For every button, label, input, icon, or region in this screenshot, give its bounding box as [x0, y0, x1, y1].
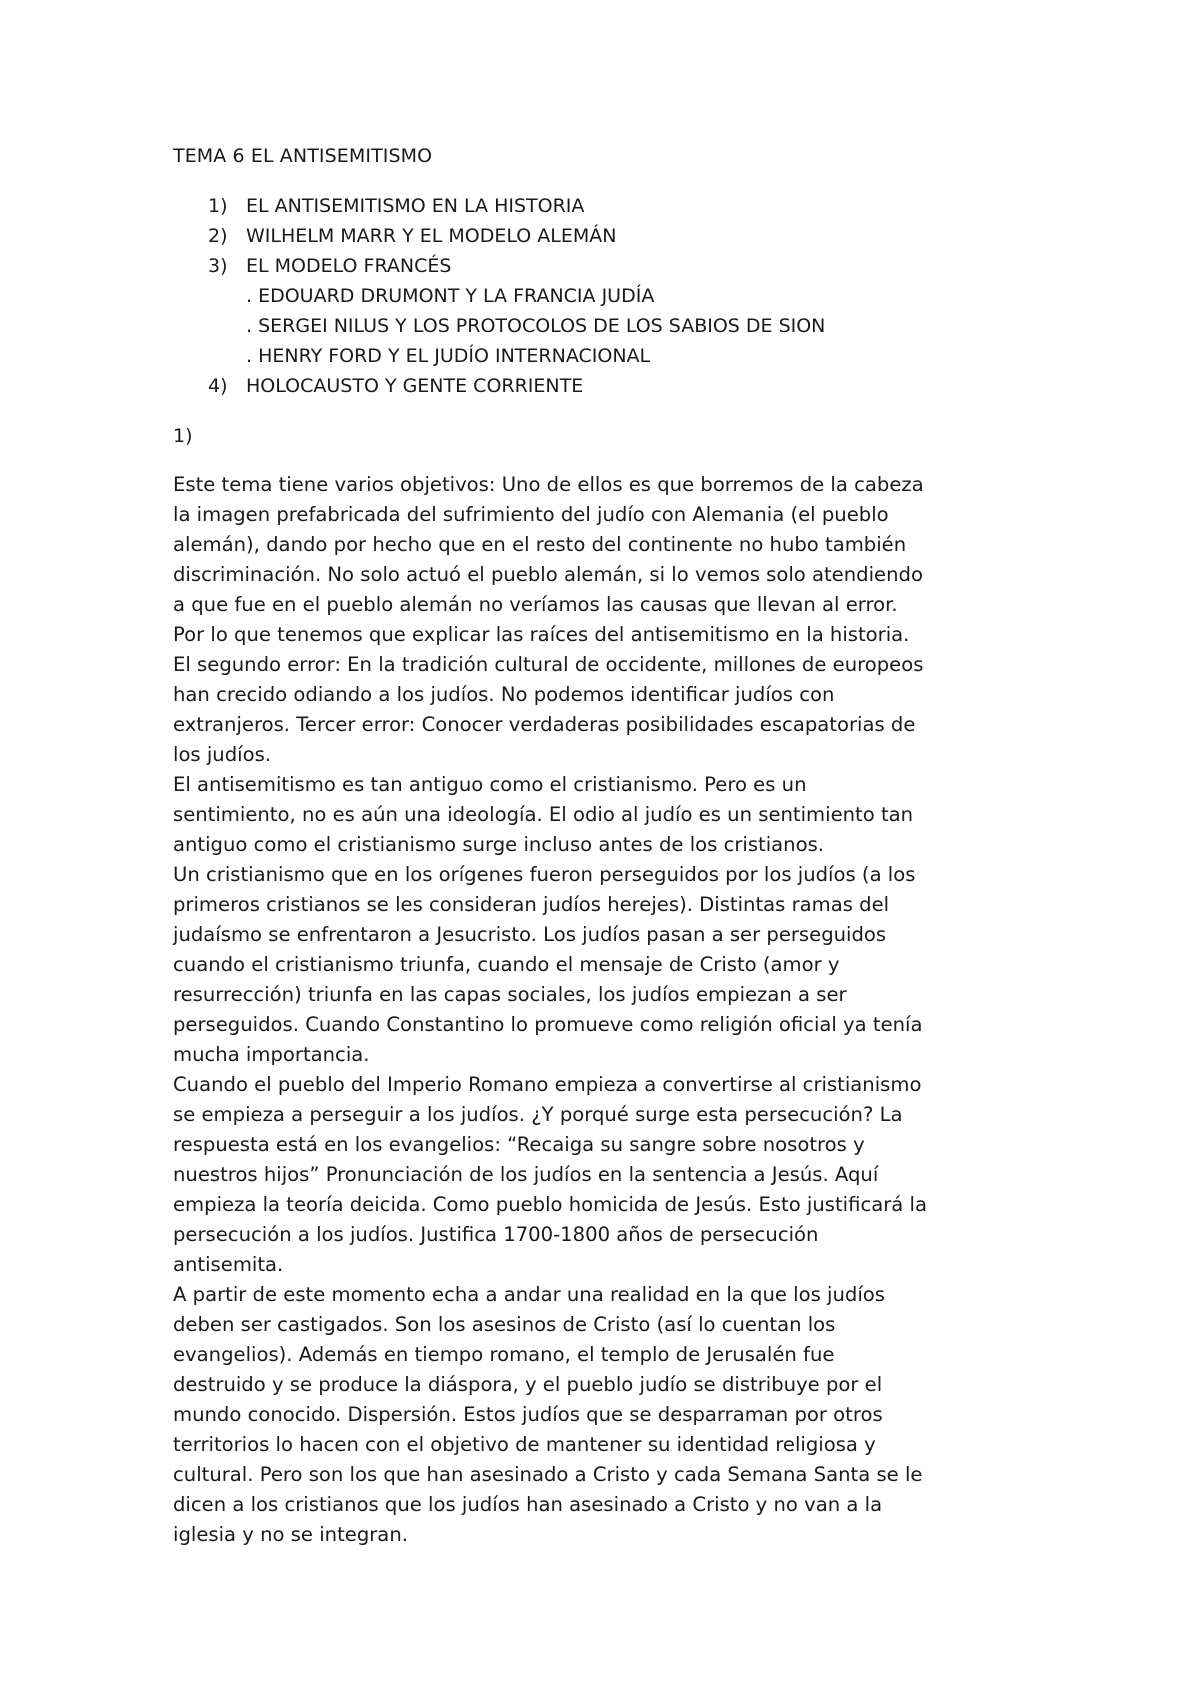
- body-line: dicen a los cristianos que los judíos han asesinado a Cristo y no van a la: [173, 1493, 883, 1516]
- toc-subitem: [208, 311, 825, 341]
- toc-item-number: 2): [208, 225, 228, 247]
- body-line: Este tema tiene varios objetivos: Uno de ellos es que borremos de la cabeza: [173, 473, 924, 496]
- toc-item: [208, 221, 825, 251]
- body-line: primeros cristianos se les consideran judíos herejes). Distintas ramas del: [173, 893, 890, 916]
- toc-item-text: WILHELM MARR Y EL MODELO ALEMÁN: [246, 225, 617, 247]
- table-of-contents: [208, 191, 825, 401]
- body-line: antisemita.: [173, 1253, 284, 1276]
- toc-subitem-text: . SERGEI NILUS Y LOS PROTOCOLOS DE LOS SABIOS DE SION: [246, 315, 826, 337]
- body-line: evangelios). Además en tiempo romano, el templo de Jerusalén fue: [173, 1343, 835, 1366]
- body-line: Un cristianismo que en los orígenes fueron perseguidos por los judíos (a los: [173, 863, 916, 886]
- body-line: extranjeros. Tercer error: Conocer verdaderas posibilidades escapatorias de: [173, 713, 916, 736]
- body-line: mundo conocido. Dispersión. Estos judíos que se desparraman por otros: [173, 1403, 883, 1426]
- toc-subitem: [208, 341, 825, 371]
- body-line: a que fue en el pueblo alemán no veríamos las causas que llevan al error.: [173, 593, 898, 616]
- toc-subitem-text: . HENRY FORD Y EL JUDÍO INTERNACIONAL: [246, 345, 651, 367]
- document-title: TEMA 6 EL ANTISEMITISMO: [173, 145, 433, 167]
- toc-subitem-text: . EDOUARD DRUMONT Y LA FRANCIA JUDÍA: [246, 285, 655, 307]
- body-line: Cuando el pueblo del Imperio Romano empieza a convertirse al cristianismo: [173, 1073, 922, 1096]
- body-line: Por lo que tenemos que explicar las raíces del antisemitismo en la historia.: [173, 623, 910, 646]
- body-line: iglesia y no se integran.: [173, 1523, 408, 1546]
- body-line: discriminación. No solo actuó el pueblo alemán, si lo vemos solo atendiendo: [173, 563, 923, 586]
- body-line: cuando el cristianismo triunfa, cuando el mensaje de Cristo (amor y: [173, 953, 840, 976]
- body-line: destruido y se produce la diáspora, y el pueblo judío se distribuye por el: [173, 1373, 883, 1396]
- body-line: El segundo error: En la tradición cultural de occidente, millones de europeos: [173, 653, 924, 676]
- toc-item-number: 4): [208, 375, 228, 397]
- body-line: perseguidos. Cuando Constantino lo promueve como religión oficial ya tenía: [173, 1013, 923, 1036]
- body-line: sentimiento, no es aún una ideología. El odio al judío es un sentimiento tan: [173, 803, 914, 826]
- toc-item-number: 1): [208, 195, 228, 217]
- body-line: cultural. Pero son los que han asesinado a Cristo y cada Semana Santa se le: [173, 1463, 923, 1486]
- section-number: 1): [173, 425, 193, 447]
- body-line: respuesta está en los evangelios: “Recaiga su sangre sobre nosotros y: [173, 1133, 865, 1156]
- body-line: antiguo como el cristianismo surge incluso antes de los cristianos.: [173, 833, 825, 856]
- body-line: mucha importancia.: [173, 1043, 370, 1066]
- body-line: judaísmo se enfrentaron a Jesucristo. Los judíos pasan a ser perseguidos: [173, 923, 887, 946]
- body-line: alemán), dando por hecho que en el resto del continente no hubo también: [173, 533, 907, 556]
- toc-item-text: EL MODELO FRANCÉS: [246, 255, 452, 277]
- body-line: la imagen prefabricada del sufrimiento del judío con Alemania (el pueblo: [173, 503, 889, 526]
- body-line: persecución a los judíos. Justifica 1700-1800 años de persecución: [173, 1223, 819, 1246]
- body-line: El antisemitismo es tan antiguo como el cristianismo. Pero es un: [173, 773, 807, 796]
- body-line: A partir de este momento echa a andar una realidad en la que los judíos: [173, 1283, 885, 1306]
- body-line: territorios lo hacen con el objetivo de mantener su identidad religiosa y: [173, 1433, 876, 1456]
- toc-subitem: [208, 281, 825, 311]
- body-line: los judíos.: [173, 743, 272, 766]
- body-paragraphs: [173, 470, 1063, 1550]
- body-line: nuestros hijos” Pronunciación de los judíos en la sentencia a Jesús. Aquí: [173, 1163, 879, 1186]
- toc-item-number: 3): [208, 255, 228, 277]
- toc-item: [208, 191, 825, 221]
- body-line: han crecido odiando a los judíos. No podemos identificar judíos con: [173, 683, 835, 706]
- toc-item: [208, 371, 825, 401]
- body-line: deben ser castigados. Son los asesinos de Cristo (así lo cuentan los: [173, 1313, 836, 1336]
- toc-item-text: HOLOCAUSTO Y GENTE CORRIENTE: [246, 375, 584, 397]
- body-line: empieza la teoría deicida. Como pueblo homicida de Jesús. Esto justificará la: [173, 1193, 927, 1216]
- toc-item-text: EL ANTISEMITISMO EN LA HISTORIA: [246, 195, 585, 217]
- body-line: se empieza a perseguir a los judíos. ¿Y porqué surge esta persecución? La: [173, 1103, 903, 1126]
- body-line: resurrección) triunfa en las capas sociales, los judíos empiezan a ser: [173, 983, 847, 1006]
- toc-item: [208, 251, 825, 281]
